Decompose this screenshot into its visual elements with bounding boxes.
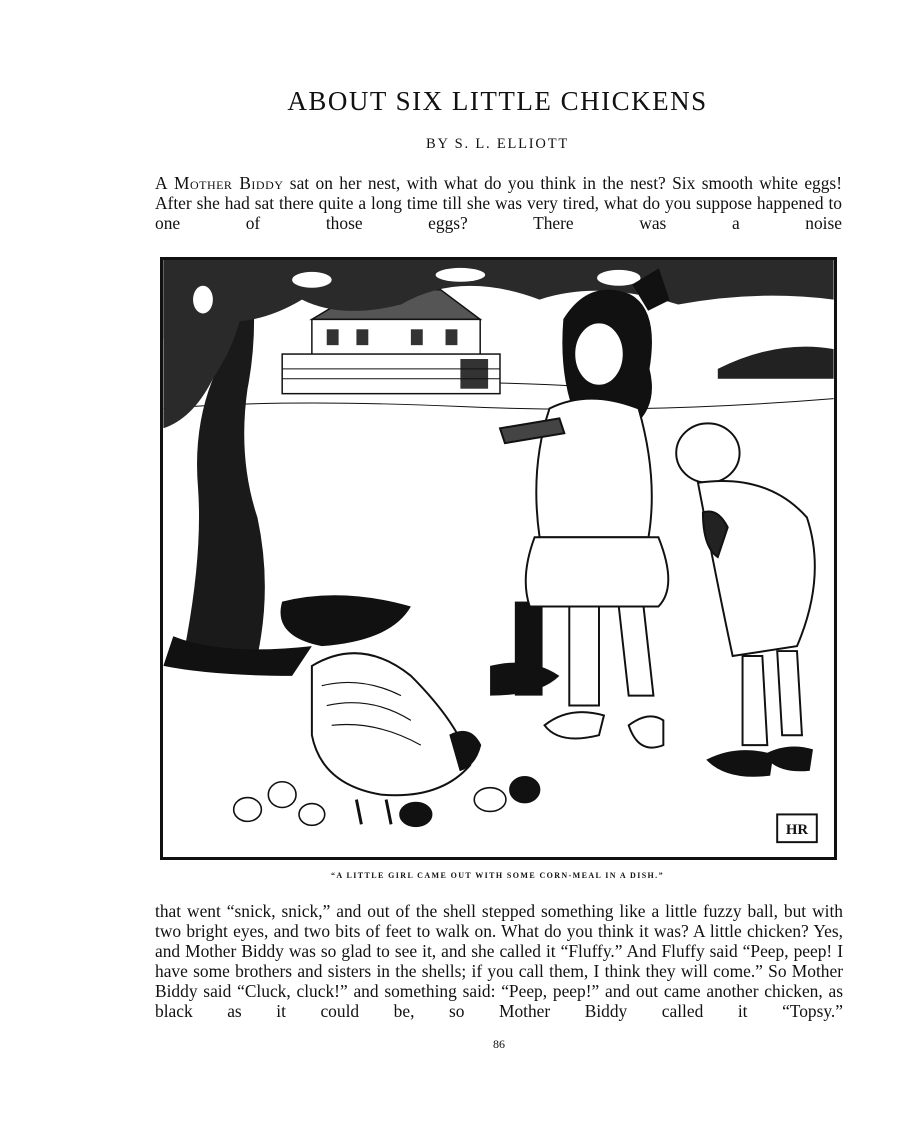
page-number: 86 xyxy=(493,1037,505,1051)
monogram xyxy=(777,814,817,842)
opening-paragraph xyxy=(155,173,842,233)
opening-smallcaps: A Mother Biddy xyxy=(155,173,284,193)
illustration xyxy=(160,257,837,860)
illustration-caption: “A LITTLE GIRL CAME OUT WITH SOME CORN-MEAL IN A DISH.” xyxy=(331,871,664,880)
opening-rest: sat on her nest, with what do you think in the nest? Six smooth white eggs! After she had sat there quite a long time till she was very tired, what do you suppose happened to one of those eggs? There was a noise xyxy=(155,173,842,233)
hen xyxy=(312,653,480,824)
boy xyxy=(676,423,815,775)
illustration-drawing xyxy=(163,260,834,857)
continuation-paragraph: that went “snick, snick,” and out of the shell stepped something like a little fuzzy ball, but with two bright eyes, and two bits of feet to walk on. What do you think it was? A little chicken? Yes, and Mother Biddy was so glad to see it, and she called it “Fluffy.” And Fluffy said “Peep, peep! I have some brothers and sisters in the shells; if you call them, I think they will come.” So Mother Biddy said “Cluck, cluck!” and something said: “Peep, peep!” and out came another chicken, as black as it could be, so Mother Biddy called it “Topsy.” xyxy=(155,901,843,1021)
article-title: ABOUT SIX LITTLE CHICKENS xyxy=(287,86,708,116)
monogram-text: HR xyxy=(785,822,809,839)
article-byline: BY S. L. ELLIOTT xyxy=(425,136,570,152)
